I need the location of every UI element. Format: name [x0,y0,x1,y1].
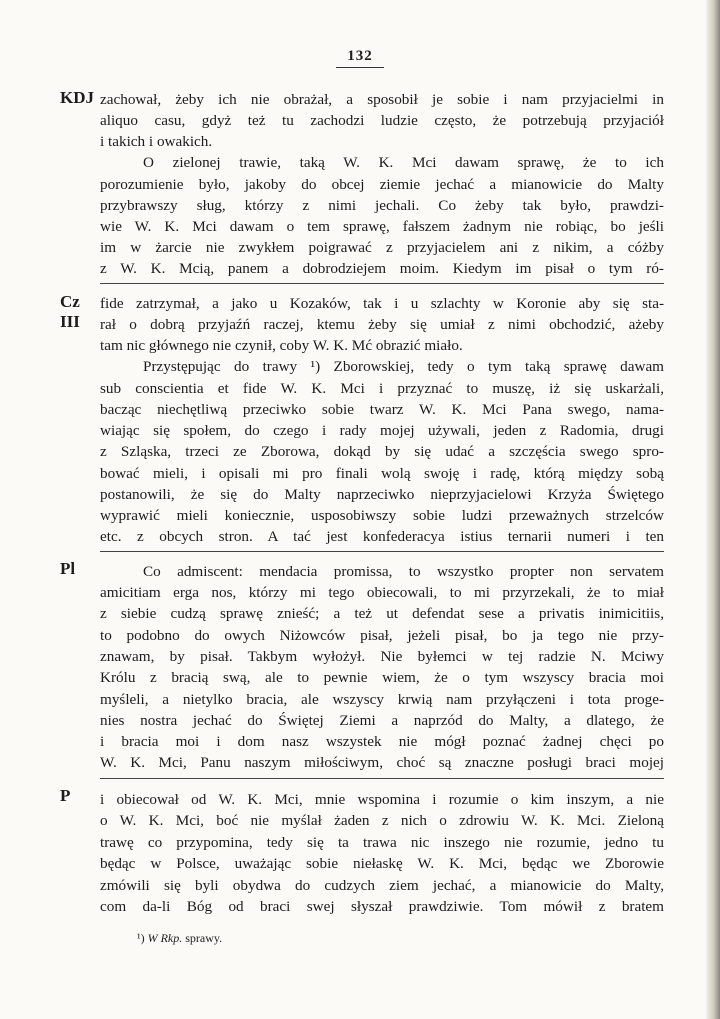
text-line: amicitiam erga nos, którzy mi tego obiecowali, to mi przyrzekali, że to miał [100,584,664,601]
footnote-abbr: W Rkp. [147,931,183,945]
section-marker: P [60,786,71,805]
section-separator [100,551,664,552]
text-line: W. K. Mci, Panu naszym miłościwym, choć są znaczne posługi braci mojej [100,754,664,771]
text-line: Co admiscent: mendacia promissa, to wszystko propter non servatem [143,563,664,580]
section-separator [100,283,664,284]
text-line: com da-li Bóg od braci swej słyszał prawdziwie. Tom mówił z bratem [100,898,664,915]
text-line: sub conscientia et fide W. K. Mci i przyznać to muszę, iż się uskarżali, [100,380,664,397]
text-line: i takich i owakich. [100,133,213,150]
text-line: fide zatrzymał, a jako u Kozaków, tak i u szlachty w Koronie aby się sta- [100,295,664,312]
text-line: wyprawić mieli koniecznie, usposobiwszy sobie ludzi przeważnych strzelców [100,507,664,524]
text-line: bować mieli, i opisali mi pro finali wolą swoję i radę, którą między sobą [100,465,664,482]
text-line: to podobno do owych Niżowców pisał, jeżeli pisał, bo ja tego nie przy- [100,627,664,644]
text-line: porozumienie było, jakoby do obcej ziemie jechać a mianowicie do Malty [100,176,664,193]
text-line: zmówili się byli obydwa do cudzych ziem jechać, a mianowicie do Malty, [100,877,664,894]
text-line: znawam, by pisał. Takbym wyłożył. Nie byłemci w tej radzie N. Mciwy [100,648,664,665]
page-number-rule [336,67,384,68]
text-line: z Szląska, trzeci ze Zborowa, dokąd by się udać a szczęścia swego spro- [100,443,664,460]
section-separator [100,778,664,779]
text-line: Królu z bracią swą, ale to pewnie wiem, że o tym wszyscy bracia moi [100,669,664,686]
footnote [137,930,222,946]
text-line: przybrawszy sług, którzy z nimi jechali. Co żeby tak było, prawdzi- [100,197,664,214]
text-line: wiając się społem, do czego i rady mojej używali, jeden z Radomia, drugi [100,422,664,439]
page-number: 132 [347,48,373,64]
text-line: tam nic głównego nie czynił, coby W. K. Mć obrazić miało. [100,337,463,354]
text-line: O zielonej trawie, taką W. K. Mci dawam sprawę, że to ich [143,154,664,171]
text-line: bacząc niechętliwą przeciwko sobie twarz W. K. Mci Pana swego, nama- [100,401,664,418]
text-line: będąc w Polsce, uważając sobie niełaskę W. K. Mci, będąc we Zborowie [100,855,664,872]
text-line: wie W. K. Mci dawam o tem sprawę, fałszem żadnym nie robiąc, bo jeśli [100,218,664,235]
text-line: o W. K. Mci, boć nie myślał żaden z nich o zdrowiu W. K. Mci. Zieloną [100,812,664,829]
text-line: z W. K. Mcią, panem a dobrodziejem moim. Kiedym im pisał o tym ró- [100,260,664,277]
section-marker: Pl [60,559,76,578]
text-line: z siebie cudzą sprawę znieść; a też ut defendat sese a privatis inimicitiis, [100,605,664,622]
page-edge-shadow [706,0,720,1019]
text-line: aliquo casu, gdyż też tu zachodzi ludzie często, że potrzebują przyjaciół [100,112,664,129]
section-marker: Cz III [60,292,80,331]
text-line: im w żarcie nie zwykłem poigrawać z przyjacielem ani z nikim, a cóżby [100,239,664,256]
text-line: rał o dobrą przyjaźń raczej, ktemu żeby się umiał z nimi obchodzić, ażeby [100,316,664,333]
text-line: i obiecował od W. K. Mci, mnie wspomina i rozumie o kim inszym, a nie [100,791,664,808]
text-line: i bracia moi i dom nasz wszystek nie mógł poznać żadnej chęci po [100,733,664,750]
text-line: zachował, żeby ich nie obrażał, a sposobił je sobie i nam przyjacielmi in [100,91,664,108]
text-line: myśleli, a nietylko bracia, ale wszyscy krwią nam przyłączeni i tota proge- [100,691,664,708]
footnote-text: sprawy. [185,931,223,945]
text-line: etc. z obcych stron. A tać jest konfederacya istius ternarii numeri i ten [100,528,664,545]
section-marker: KDJ [60,88,94,107]
footnote-mark: ¹) [137,931,145,945]
text-line: postanowili, że się do Malty naprzeciwko nieprzyjacielowi Krzyża Świętego [100,486,664,503]
text-line: Przystępując do trawy ¹) Zborowskiej, tedy o tym taką sprawę dawam [143,358,664,375]
text-line: trawę co przypomina, tedy się ta trawa nic inszego nie rozumie, jedno tu [100,834,664,851]
text-line: nies nostra jechać do Świętej Ziemi a naprzód do Malty, a dlatego, że [100,712,664,729]
